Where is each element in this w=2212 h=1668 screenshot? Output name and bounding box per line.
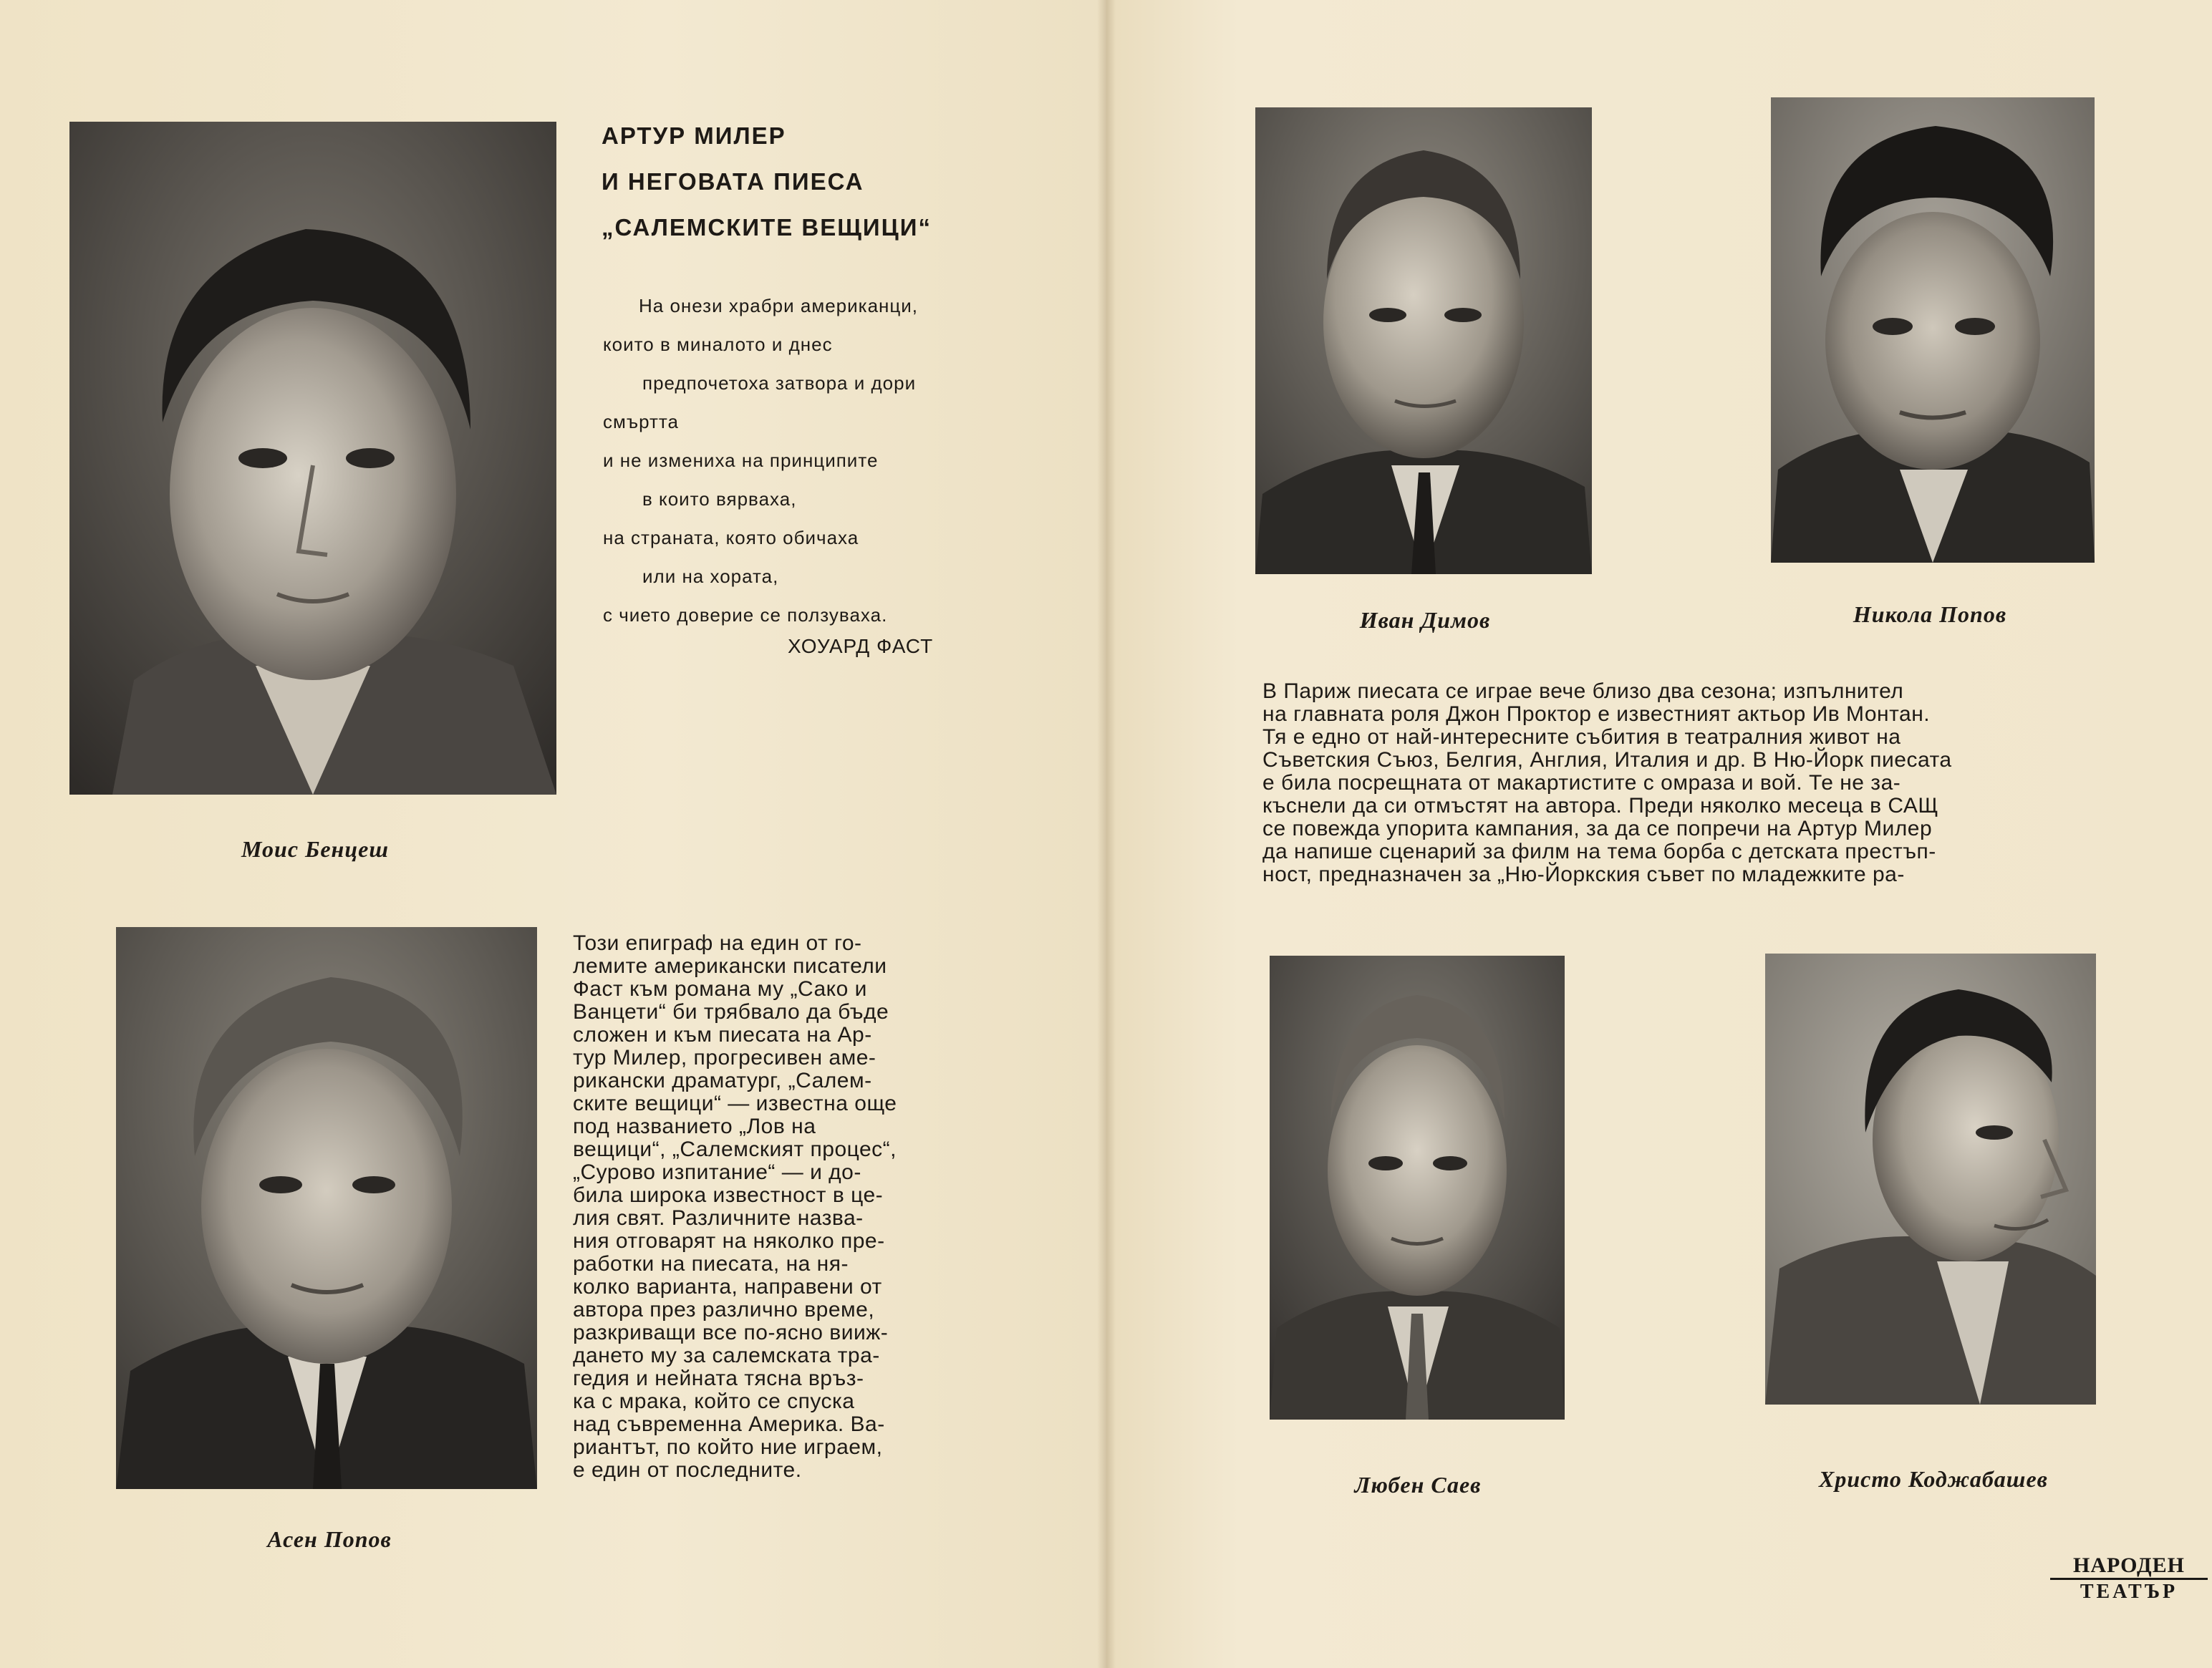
caption-ivan-dimov: Иван Димов xyxy=(1359,607,1491,633)
body-line: Ванцети“ би трябвало да бъде xyxy=(573,1000,889,1024)
body-line: Съветския Съюз, Белгия, Англия, Италия и др. В Ню-Йорк пиесата xyxy=(1262,748,1952,772)
epigraph-line: с чието доверие се ползуваха. xyxy=(603,604,888,626)
portrait-photo-asen-popov xyxy=(116,927,537,1489)
caption-benesh: Моис Бенцеш xyxy=(241,836,389,862)
portrait-photo-benesh xyxy=(69,122,556,795)
caption-hristo-kodzhabashev: Христо Коджабашев xyxy=(1819,1466,2048,1492)
title-line: „САЛЕМСКИТЕ ВЕЩИЦИ“ xyxy=(602,214,932,241)
body-line: на главната роля Джон Проктор е известният актьор Ив Монтан. xyxy=(1262,702,1931,726)
body-line: лия свят. Различните назва- xyxy=(573,1206,864,1230)
body-line: Фаст към романа му „Сако и xyxy=(573,977,867,1001)
article-body-left xyxy=(573,932,897,1482)
portrait-photo-nikola-popov xyxy=(1771,97,2095,563)
body-line: сложен и към пиесата на Ар- xyxy=(573,1023,872,1047)
center-fold xyxy=(1097,0,1116,1668)
body-line: е била посрещната от макартистите с омраза и вой. Те не за- xyxy=(1262,771,1901,795)
portrait-image xyxy=(1255,107,1592,574)
portrait-image xyxy=(116,927,537,1489)
logo-line: ТЕАТЪР xyxy=(2080,1581,2178,1603)
national-theatre-logo xyxy=(2050,1553,2208,1604)
body-line: работки на пиесата, на ня- xyxy=(573,1252,849,1276)
body-line: е един от последните. xyxy=(573,1458,802,1482)
portrait-photo-lyuben-saev xyxy=(1270,956,1565,1420)
body-line: под названието „Лов на xyxy=(573,1115,816,1138)
title-line: АРТУР МИЛЕР xyxy=(602,122,786,149)
body-line: риантът, по който ние играем, xyxy=(573,1435,883,1459)
body-line: над съвременна Америка. Ва- xyxy=(573,1412,885,1436)
portrait-image xyxy=(1765,954,2096,1405)
body-line: автора през различно време, xyxy=(573,1298,875,1322)
body-line: се повежда упорита кампания, за да се попречи на Артур Милер xyxy=(1262,817,1933,840)
logo-line: НАРОДЕН xyxy=(2050,1553,2208,1580)
body-line: тур Милер, прогресивен аме- xyxy=(573,1046,876,1070)
body-line: да напише сценарий за филм на тема борба с детската престъп- xyxy=(1262,840,1936,863)
portrait-photo-hristo-kodzhabashev xyxy=(1765,954,2096,1405)
right-page xyxy=(1106,0,2212,1668)
body-line: ските вещици“ — известна още xyxy=(573,1092,897,1115)
epigraph-line: или на хората, xyxy=(642,566,779,587)
caption-asen-popov: Асен Попов xyxy=(267,1526,392,1552)
body-line: разкриващи все по-ясно вииж- xyxy=(573,1321,889,1344)
portrait-image xyxy=(69,122,556,795)
caption-nikola-popov: Никола Попов xyxy=(1853,601,2007,627)
caption-lyuben-saev: Любен Саев xyxy=(1354,1472,1482,1498)
title-line: И НЕГОВАТА ПИЕСА xyxy=(602,168,864,195)
epigraph-author: ХОУАРД ФАСТ xyxy=(788,635,934,657)
article-title xyxy=(602,113,932,251)
epigraph-line: смъртта xyxy=(603,411,679,432)
epigraph-line: в които вярваха, xyxy=(642,488,797,510)
portrait-image xyxy=(1771,97,2095,563)
body-line: Този епиграф на един от го- xyxy=(573,931,862,955)
body-line: ност, предназначен за „Ню-Йоркския съвет по младежките ра- xyxy=(1262,863,1905,886)
article-body-right xyxy=(1262,680,1952,886)
body-line: Тя е едно от най-интересните събития в театралния живот на xyxy=(1262,725,1901,749)
body-line: гедия и нейната тясна връз- xyxy=(573,1367,864,1390)
body-line: вещици“, „Салемският процес“, xyxy=(573,1138,897,1161)
body-line: „Сурово изпитание“ — и до- xyxy=(573,1160,861,1184)
body-line: В Париж пиесата се играе вече близо два сезона; изпълнител xyxy=(1262,679,1904,703)
epigraph-line: На онези храбри американци, xyxy=(639,295,919,316)
portrait-image xyxy=(1270,956,1565,1420)
epigraph-line: предпочетоха затвора и дори xyxy=(642,372,917,394)
body-line: рикански драматург, „Салем- xyxy=(573,1069,872,1092)
epigraph xyxy=(603,286,918,634)
body-line: ния отговарят на няколко пре- xyxy=(573,1229,885,1253)
body-line: ка с мрака, който се спуска xyxy=(573,1390,855,1413)
body-line: била широка известност в це- xyxy=(573,1183,884,1207)
portrait-photo-ivan-dimov xyxy=(1255,107,1592,574)
body-line: къснели да си отмъстят на автора. Преди няколко месеца в САЩ xyxy=(1262,794,1938,818)
epigraph-line: и не измениха на принципите xyxy=(603,450,879,471)
epigraph-line: на страната, която обичаха xyxy=(603,527,859,548)
epigraph-line: които в миналото и днес xyxy=(603,334,833,355)
body-line: дането му за салемската тра- xyxy=(573,1344,880,1367)
body-line: лемите американски писатели xyxy=(573,954,887,978)
body-line: колко варианта, направени от xyxy=(573,1275,882,1299)
